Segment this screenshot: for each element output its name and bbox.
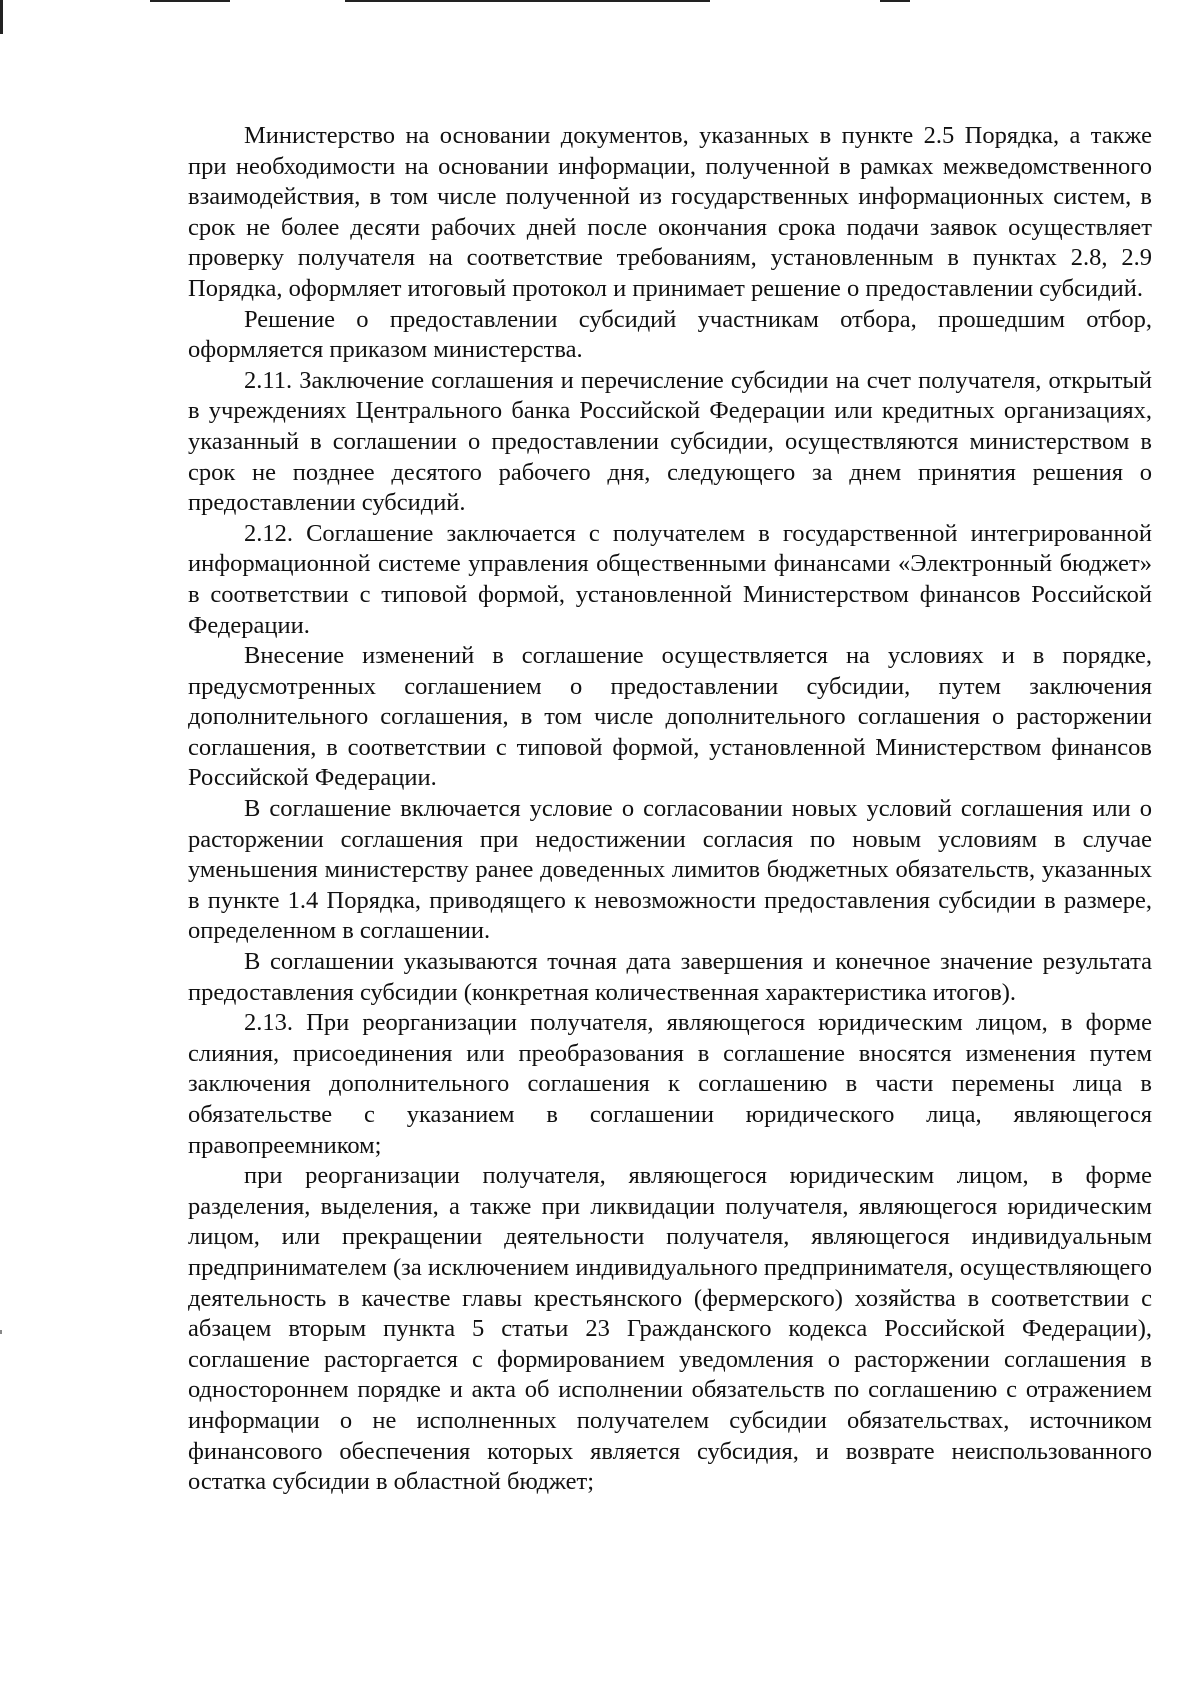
paragraph-ministry-check: Министерство на основании документов, указанных в пункте 2.5 Порядка, а также при необходимости на основании информации, полученной в рамках межведомственного взаимодействия, в том числе полученной из государственных информационных систем, в срок не более десяти рабочих дней после окончания срока подачи заявок осуществляет проверку получателя на соответствие требованиям, установленным в пунктах 2.8, 2.9 Порядка, оформляет итоговый протокол и принимает решение о предоставлении субсидий. <box>188 122 1152 302</box>
paragraph-limits-condition: В соглашение включается условие о согласовании новых условий соглашения или о расторжении соглашения при недостижении согласия по новым условиям в случае уменьшения министерству ранее доведенных лимитов бюджетных обязательств, указанных в пункте 1.4 Порядка, приводящего к невозможности предоставления субсидии в размере, определенном в соглашении. <box>188 795 1152 945</box>
paragraph-reorganization: при реорганизации получателя, являющегося юридическим лицом, в форме разделения, выделения, а также при ликвидации получателя, являющегося юридическим лицом, или прекращении деятельности получателя, являющегося индивидуальным предпринимателем (за исключением индивидуального предпринимателя, осуществляющего деятельность в качестве главы крестьянского (фермерского) хозяйства в соответствии с абзацем вторым пункта 5 статьи 23 Гражданского кодекса Российской Федерации), соглашение расторгается с формированием уведомления о расторжении соглашения в одностороннем порядке и акта об исполнении обязательств по соглашению с отражением информации о не исполненных получателем субсидии обязательствах, источником финансового обеспечения которых является субсидия, и возврате неиспользованного остатка субсидии в областной бюджет; <box>188 1162 1152 1496</box>
paragraph-2-11: 2.11. Заключение соглашения и перечисление субсидии на счет получателя, открытый в учреждениях Центрального банка Российской Федерации или кредитных организациях, указанный в соглашении о предоставлении субсидии, осуществляются министерством в срок не позднее десятого рабочего дня, следующего за днем принятия решения о предоставлении субсидий. <box>188 366 1152 517</box>
paragraph-2-13: 2.13. При реорганизации получателя, являющегося юридическим лицом, в форме слияния, присоединения или преобразования в соглашение вносятся изменения путем заключения дополнительного соглашения к соглашению в части перемены лица в обязательстве с указанием в соглашении юридического лица, являющегося правопреемником; <box>188 1009 1152 1159</box>
scan-top-line <box>880 0 910 2</box>
scan-top-line <box>345 0 710 2</box>
paragraph-amendments: Внесение изменений в соглашение осуществляется на условиях и в порядке, предусмотренных соглашением о предоставлении субсидии, путем заключения дополнительного соглашения, в том числе дополнительного соглашения о расторжении соглашения, в соответствии с типовой формой, установленной Министерством финансов Российской Федерации. <box>188 642 1152 792</box>
scan-edge-mark <box>0 0 3 34</box>
paragraph-result-date: В соглашении указываются точная дата завершения и конечное значение результата предоставления субсидии (конкретная количественная характеристика итогов). <box>188 948 1152 1006</box>
scan-top-line <box>150 0 230 2</box>
paragraph-2-12: 2.12. Соглашение заключается с получателем в государственной интегрированной информационной системе управления общественными финансами «Электронный бюджет» в соответствии с типовой формой, установленной Министерством финансов Российской Федерации. <box>188 519 1152 639</box>
scan-edge-mark <box>0 1330 2 1334</box>
paragraph-decision: Решение о предоставлении субсидий участникам отбора, прошедшим отбор, оформляется приказом министерства. <box>188 305 1152 364</box>
document-body <box>188 121 1152 1498</box>
